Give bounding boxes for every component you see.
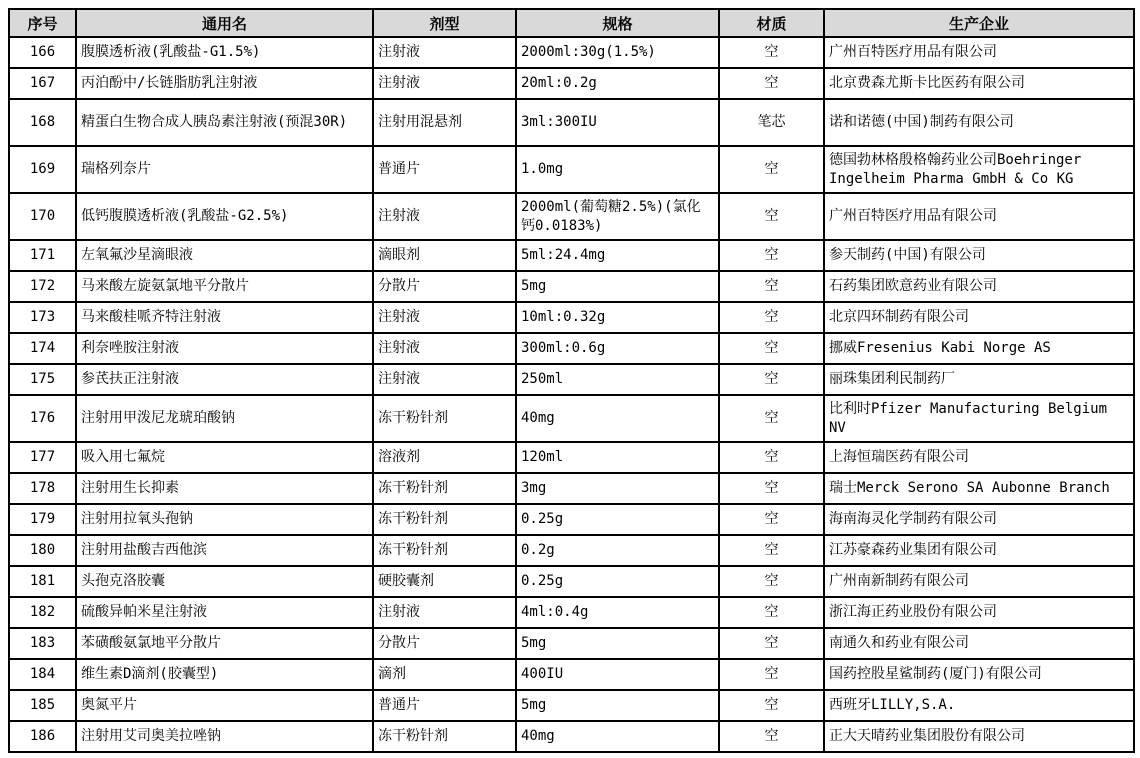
- cell-index: 167: [9, 68, 76, 99]
- cell-manufacturer: 丽珠集团利民制药厂: [824, 364, 1134, 395]
- cell-dosage-form: 注射液: [373, 37, 516, 68]
- cell-generic-name: 注射用甲泼尼龙琥珀酸钠: [76, 395, 373, 442]
- cell-index: 186: [9, 721, 76, 752]
- cell-generic-name: 低钙腹膜透析液(乳酸盐-G2.5%): [76, 193, 373, 240]
- cell-generic-name: 注射用艾司奥美拉唑钠: [76, 721, 373, 752]
- table-row: [9, 721, 1134, 752]
- cell-index: 177: [9, 442, 76, 473]
- cell-generic-name: 吸入用七氟烷: [76, 442, 373, 473]
- table-row: [9, 628, 1134, 659]
- cell-manufacturer: 西班牙LILLY,S.A.: [824, 690, 1134, 721]
- table-row: [9, 504, 1134, 535]
- cell-generic-name: 注射用生长抑素: [76, 473, 373, 504]
- cell-dosage-form: 注射液: [373, 333, 516, 364]
- cell-dosage-form: 硬胶囊剂: [373, 566, 516, 597]
- table-row: [9, 690, 1134, 721]
- cell-generic-name: 瑞格列奈片: [76, 146, 373, 193]
- cell-manufacturer: 德国勃林格殷格翰药业公司Boehringer Ingelheim Pharma GmbH & Co KG: [824, 146, 1134, 193]
- cell-specification: 40mg: [516, 721, 719, 752]
- cell-dosage-form: 滴剂: [373, 659, 516, 690]
- cell-generic-name: 腹膜透析液(乳酸盐-G1.5%): [76, 37, 373, 68]
- cell-index: 169: [9, 146, 76, 193]
- col-header-generic-name: 通用名: [76, 9, 373, 37]
- cell-material: 空: [719, 395, 824, 442]
- col-header-material: 材质: [719, 9, 824, 37]
- cell-dosage-form: 注射液: [373, 68, 516, 99]
- cell-material: 空: [719, 442, 824, 473]
- cell-index: 175: [9, 364, 76, 395]
- cell-material: 空: [719, 333, 824, 364]
- table-row: [9, 99, 1134, 146]
- cell-dosage-form: 注射液: [373, 597, 516, 628]
- cell-index: 178: [9, 473, 76, 504]
- table-row: [9, 193, 1134, 240]
- cell-index: 180: [9, 535, 76, 566]
- cell-manufacturer: 正大天晴药业集团股份有限公司: [824, 721, 1134, 752]
- cell-dosage-form: 注射液: [373, 302, 516, 333]
- cell-index: 166: [9, 37, 76, 68]
- cell-manufacturer: 上海恒瑞医药有限公司: [824, 442, 1134, 473]
- cell-manufacturer: 浙江海正药业股份有限公司: [824, 597, 1134, 628]
- drug-table: [8, 8, 1135, 753]
- cell-specification: 120ml: [516, 442, 719, 473]
- cell-generic-name: 硫酸异帕米星注射液: [76, 597, 373, 628]
- cell-material: 空: [719, 504, 824, 535]
- cell-manufacturer: 比利时Pfizer Manufacturing Belgium NV: [824, 395, 1134, 442]
- cell-material: 空: [719, 597, 824, 628]
- table-row: [9, 566, 1134, 597]
- cell-manufacturer: 国药控股星鲨制药(厦门)有限公司: [824, 659, 1134, 690]
- cell-index: 173: [9, 302, 76, 333]
- cell-specification: 0.25g: [516, 504, 719, 535]
- cell-specification: 400IU: [516, 659, 719, 690]
- cell-material: 空: [719, 628, 824, 659]
- cell-manufacturer: 北京四环制药有限公司: [824, 302, 1134, 333]
- table-row: [9, 68, 1134, 99]
- cell-manufacturer: 广州百特医疗用品有限公司: [824, 37, 1134, 68]
- table-row: [9, 442, 1134, 473]
- cell-dosage-form: 注射用混悬剂: [373, 99, 516, 146]
- cell-manufacturer: 诺和诺德(中国)制药有限公司: [824, 99, 1134, 146]
- cell-specification: 2000ml:30g(1.5%): [516, 37, 719, 68]
- cell-generic-name: 维生素D滴剂(胶囊型): [76, 659, 373, 690]
- cell-index: 168: [9, 99, 76, 146]
- cell-material: 空: [719, 473, 824, 504]
- cell-generic-name: 利奈唑胺注射液: [76, 333, 373, 364]
- cell-specification: 3mg: [516, 473, 719, 504]
- cell-specification: 3ml:300IU: [516, 99, 719, 146]
- cell-material: 空: [719, 37, 824, 68]
- cell-dosage-form: 分散片: [373, 271, 516, 302]
- cell-index: 185: [9, 690, 76, 721]
- cell-manufacturer: 瑞士Merck Serono SA Aubonne Branch: [824, 473, 1134, 504]
- table-row: [9, 659, 1134, 690]
- table-row: [9, 271, 1134, 302]
- cell-index: 174: [9, 333, 76, 364]
- cell-manufacturer: 海南海灵化学制药有限公司: [824, 504, 1134, 535]
- cell-index: 181: [9, 566, 76, 597]
- table-row: [9, 146, 1134, 193]
- table-row: [9, 364, 1134, 395]
- table-row: [9, 597, 1134, 628]
- cell-index: 172: [9, 271, 76, 302]
- cell-manufacturer: 参天制药(中国)有限公司: [824, 240, 1134, 271]
- cell-manufacturer: 广州南新制药有限公司: [824, 566, 1134, 597]
- cell-index: 171: [9, 240, 76, 271]
- cell-dosage-form: 冻干粉针剂: [373, 535, 516, 566]
- cell-generic-name: 苯磺酸氨氯地平分散片: [76, 628, 373, 659]
- cell-dosage-form: 注射液: [373, 364, 516, 395]
- cell-material: 笔芯: [719, 99, 824, 146]
- cell-generic-name: 奥氮平片: [76, 690, 373, 721]
- cell-material: 空: [719, 659, 824, 690]
- cell-generic-name: 精蛋白生物合成人胰岛素注射液(预混30R): [76, 99, 373, 146]
- col-header-index: 序号: [9, 9, 76, 37]
- table-row: [9, 333, 1134, 364]
- cell-dosage-form: 冻干粉针剂: [373, 504, 516, 535]
- cell-specification: 300ml:0.6g: [516, 333, 719, 364]
- cell-material: 空: [719, 535, 824, 566]
- cell-generic-name: 注射用拉氧头孢钠: [76, 504, 373, 535]
- cell-specification: 5mg: [516, 690, 719, 721]
- table-row: [9, 240, 1134, 271]
- cell-dosage-form: 溶液剂: [373, 442, 516, 473]
- cell-specification: 5mg: [516, 271, 719, 302]
- cell-material: 空: [719, 690, 824, 721]
- cell-material: 空: [719, 68, 824, 99]
- table-row: [9, 395, 1134, 442]
- cell-dosage-form: 滴眼剂: [373, 240, 516, 271]
- col-header-manufacturer: 生产企业: [824, 9, 1134, 37]
- cell-dosage-form: 分散片: [373, 628, 516, 659]
- cell-generic-name: 注射用盐酸吉西他滨: [76, 535, 373, 566]
- cell-generic-name: 马来酸桂哌齐特注射液: [76, 302, 373, 333]
- table-row: [9, 302, 1134, 333]
- cell-manufacturer: 石药集团欧意药业有限公司: [824, 271, 1134, 302]
- table-row: [9, 37, 1134, 68]
- cell-generic-name: 参芪扶正注射液: [76, 364, 373, 395]
- header-row: [9, 9, 1134, 37]
- cell-specification: 250ml: [516, 364, 719, 395]
- cell-dosage-form: 冻干粉针剂: [373, 473, 516, 504]
- cell-material: 空: [719, 721, 824, 752]
- cell-generic-name: 丙泊酚中/长链脂肪乳注射液: [76, 68, 373, 99]
- cell-manufacturer: 北京费森尤斯卡比医药有限公司: [824, 68, 1134, 99]
- cell-specification: 4ml:0.4g: [516, 597, 719, 628]
- cell-material: 空: [719, 146, 824, 193]
- col-header-specification: 规格: [516, 9, 719, 37]
- cell-dosage-form: 注射液: [373, 193, 516, 240]
- cell-manufacturer: 广州百特医疗用品有限公司: [824, 193, 1134, 240]
- cell-specification: 20ml:0.2g: [516, 68, 719, 99]
- table-body: [9, 37, 1134, 752]
- cell-material: 空: [719, 193, 824, 240]
- cell-specification: 0.25g: [516, 566, 719, 597]
- cell-index: 170: [9, 193, 76, 240]
- table-row: [9, 473, 1134, 504]
- cell-index: 179: [9, 504, 76, 535]
- cell-material: 空: [719, 566, 824, 597]
- cell-index: 184: [9, 659, 76, 690]
- cell-specification: 0.2g: [516, 535, 719, 566]
- cell-dosage-form: 普通片: [373, 690, 516, 721]
- cell-dosage-form: 冻干粉针剂: [373, 721, 516, 752]
- cell-specification: 2000ml(葡萄糖2.5%)(氯化钙0.0183%): [516, 193, 719, 240]
- cell-dosage-form: 冻干粉针剂: [373, 395, 516, 442]
- cell-generic-name: 马来酸左旋氨氯地平分散片: [76, 271, 373, 302]
- col-header-dosage-form: 剂型: [373, 9, 516, 37]
- cell-material: 空: [719, 364, 824, 395]
- cell-index: 176: [9, 395, 76, 442]
- cell-generic-name: 头孢克洛胶囊: [76, 566, 373, 597]
- cell-specification: 5ml:24.4mg: [516, 240, 719, 271]
- cell-manufacturer: 挪威Fresenius Kabi Norge AS: [824, 333, 1134, 364]
- cell-material: 空: [719, 302, 824, 333]
- cell-specification: 10ml:0.32g: [516, 302, 719, 333]
- cell-index: 182: [9, 597, 76, 628]
- cell-generic-name: 左氧氟沙星滴眼液: [76, 240, 373, 271]
- cell-specification: 5mg: [516, 628, 719, 659]
- cell-manufacturer: 南通久和药业有限公司: [824, 628, 1134, 659]
- table-row: [9, 535, 1134, 566]
- cell-specification: 1.0mg: [516, 146, 719, 193]
- cell-specification: 40mg: [516, 395, 719, 442]
- cell-index: 183: [9, 628, 76, 659]
- cell-dosage-form: 普通片: [373, 146, 516, 193]
- cell-manufacturer: 江苏豪森药业集团有限公司: [824, 535, 1134, 566]
- cell-material: 空: [719, 240, 824, 271]
- cell-material: 空: [719, 271, 824, 302]
